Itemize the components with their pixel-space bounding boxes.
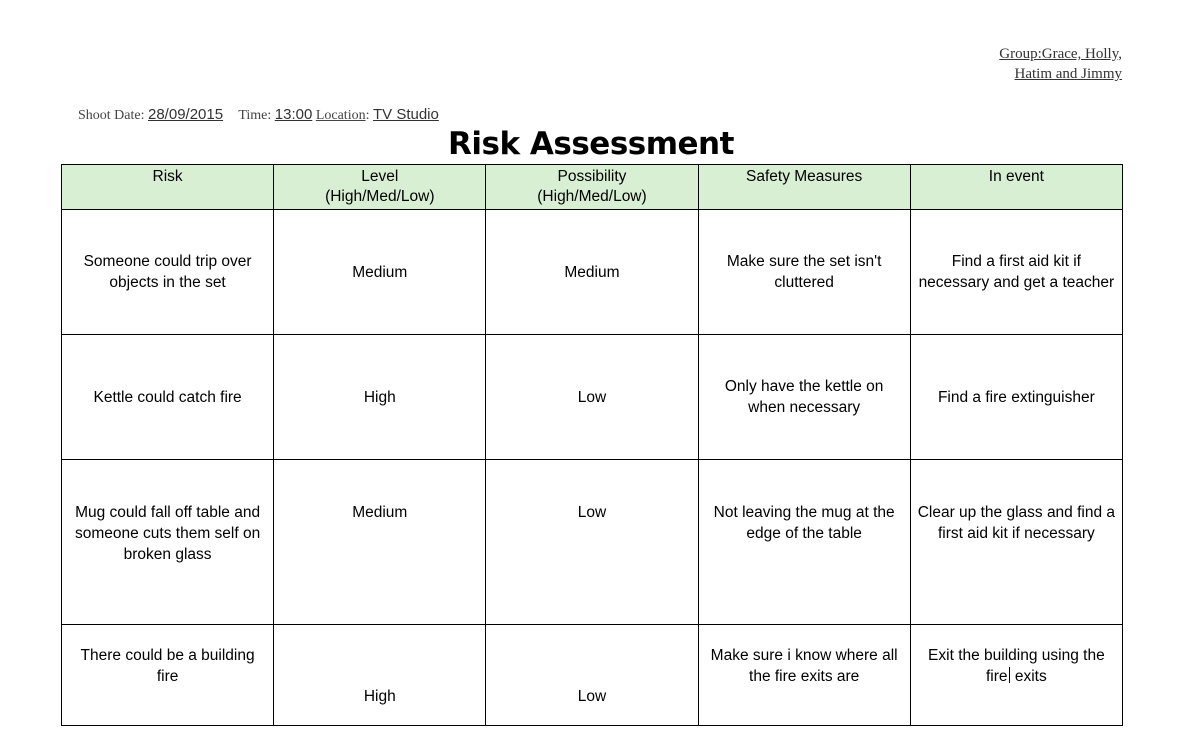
- cell-risk: Someone could trip over objects in the set: [62, 210, 274, 335]
- group-line-1: [999, 44, 1122, 64]
- col-header-line1: Risk: [152, 168, 183, 185]
- cell-event: Find a first aid kit if necessary and get a teacher: [910, 210, 1122, 335]
- risk-table: [61, 164, 1123, 726]
- cell-level: Medium: [274, 210, 486, 335]
- table-header-row: [62, 165, 1123, 210]
- col-header-line1: Safety Measures: [746, 168, 863, 185]
- cell-event[interactable]: [910, 625, 1122, 726]
- time-label: Time:: [238, 108, 272, 123]
- table-row: [62, 210, 1123, 335]
- col-header-possibility: [486, 165, 698, 210]
- cell-event: Clear up the glass and find a first aid kit if necessary: [910, 460, 1122, 625]
- shoot-details: [78, 106, 439, 124]
- cell-safety: Only have the kettle on when necessary: [698, 335, 910, 460]
- col-header-risk: [62, 165, 274, 210]
- table-row: [62, 625, 1123, 726]
- cell-safety: Make sure the set isn't cluttered: [698, 210, 910, 335]
- cell-possibility: Low: [486, 625, 698, 726]
- cell-possibility: Low: [486, 335, 698, 460]
- col-header-line1: Level: [361, 168, 399, 185]
- cell-level: High: [274, 625, 486, 726]
- group-names-2: Hatim and Jimmy: [1014, 66, 1122, 82]
- page-title: Risk Assessment: [448, 126, 734, 162]
- location-value: TV Studio: [372, 106, 439, 123]
- cell-level: Medium: [274, 460, 486, 625]
- cell-safety: Not leaving the mug at the edge of the table: [698, 460, 910, 625]
- col-header-level: [274, 165, 486, 210]
- cell-safety: Make sure i know where all the fire exits are: [698, 625, 910, 726]
- time-value: 13:00: [274, 106, 313, 123]
- cell-event: Find a fire extinguisher: [910, 335, 1122, 460]
- cell-event-text-1: Exit the building using the fire: [928, 647, 1105, 685]
- cell-event-text-2: exits: [1010, 668, 1047, 685]
- shoot-date-value: 28/09/2015: [148, 106, 224, 123]
- group-label: Group:: [999, 46, 1042, 62]
- cell-risk: Kettle could catch fire: [62, 335, 274, 460]
- cell-risk: Mug could fall off table and someone cuts them self on broken glass: [62, 460, 274, 625]
- shoot-date-label: Shoot Date:: [78, 108, 145, 123]
- cell-possibility: Low: [486, 460, 698, 625]
- col-header-event: [910, 165, 1122, 210]
- group-info: [999, 44, 1122, 84]
- cell-risk: There could be a building fire: [62, 625, 274, 726]
- cell-level: High: [274, 335, 486, 460]
- location-sep: :: [365, 108, 370, 123]
- col-header-line2: (High/Med/Low): [537, 188, 647, 205]
- col-header-line2: (High/Med/Low): [325, 188, 435, 205]
- cell-possibility: Medium: [486, 210, 698, 335]
- table-row: [62, 460, 1123, 625]
- text-cursor: [1009, 667, 1010, 683]
- location-label: Location: [315, 108, 366, 123]
- col-header-safety: [698, 165, 910, 210]
- table-row: [62, 335, 1123, 460]
- col-header-line1: Possibility: [557, 168, 627, 185]
- group-names-1: Grace, Holly,: [1041, 46, 1122, 62]
- col-header-line1: In event: [988, 168, 1044, 185]
